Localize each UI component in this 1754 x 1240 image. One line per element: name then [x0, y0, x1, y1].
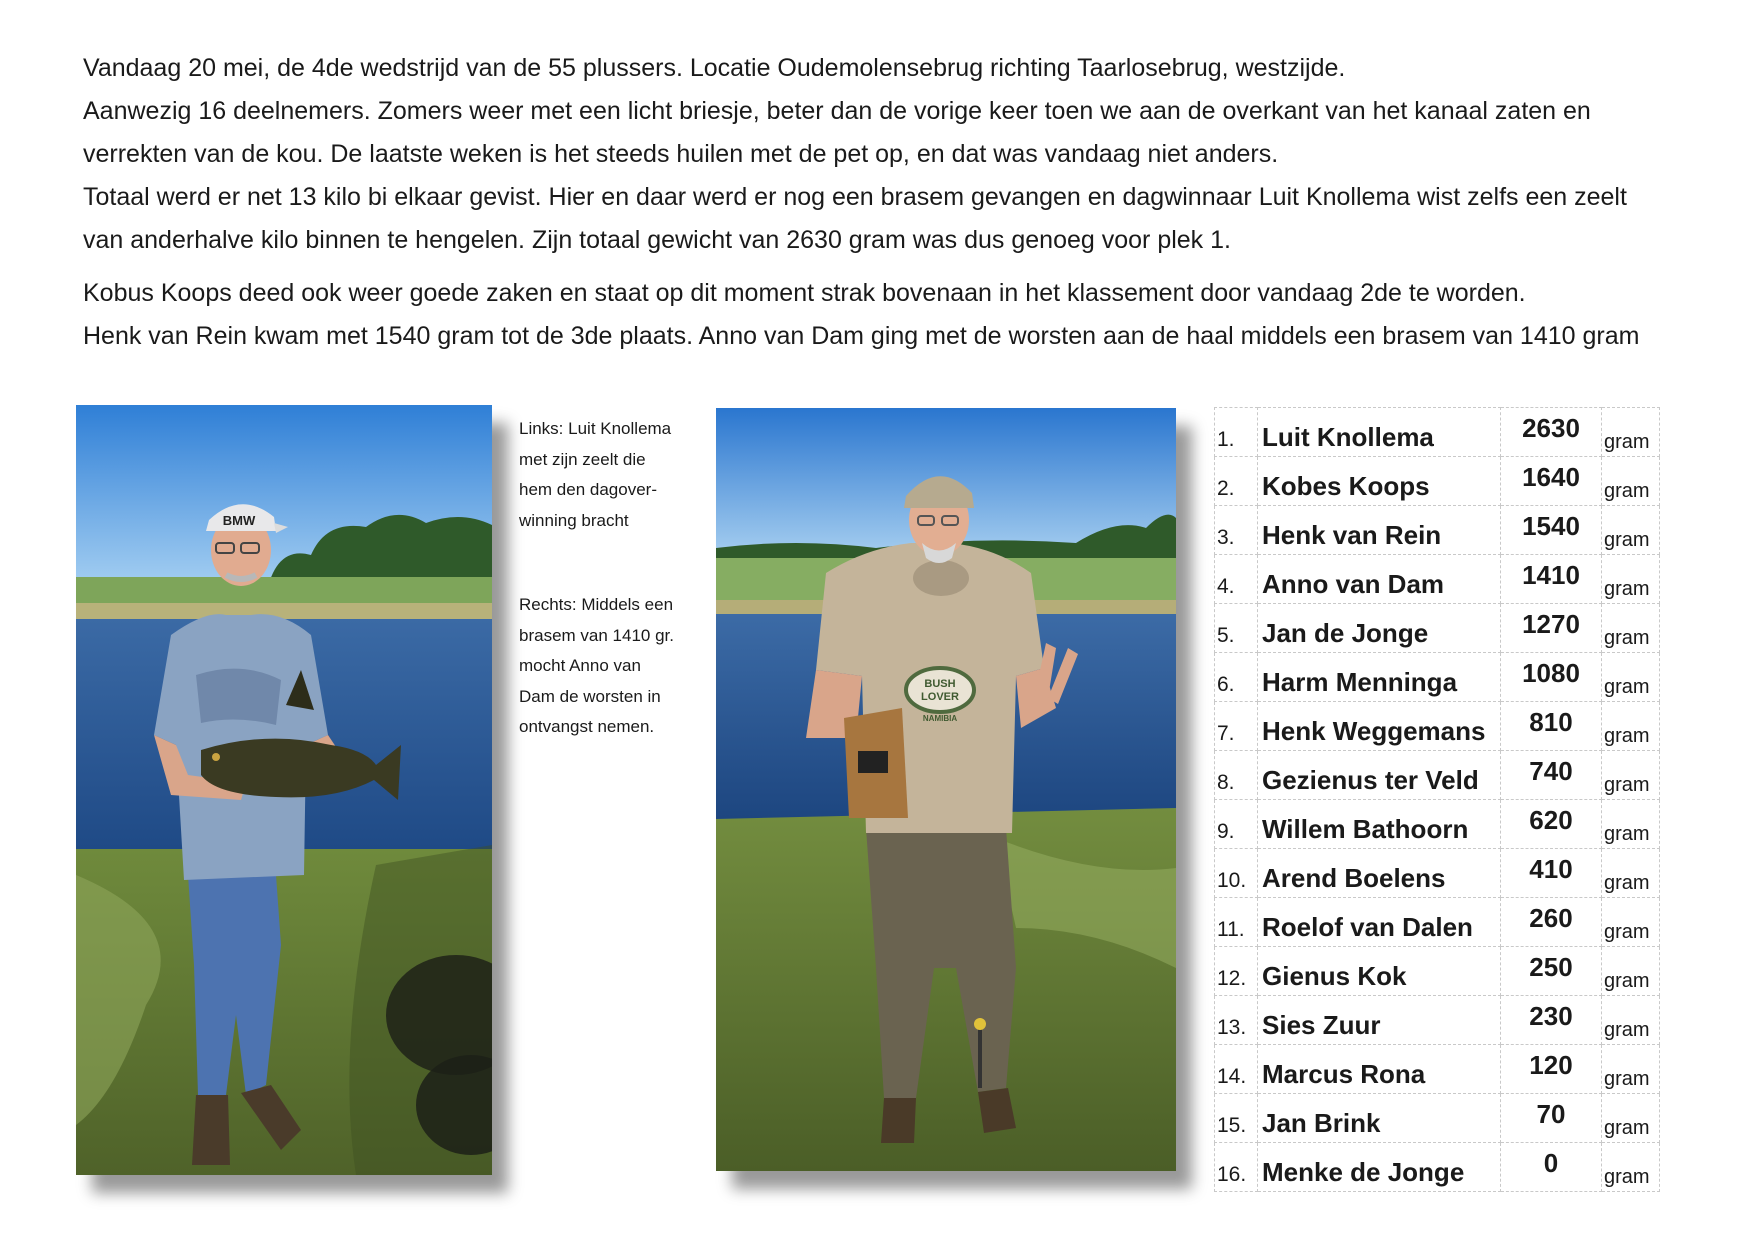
name-cell: Kobes Koops: [1258, 457, 1501, 506]
article-line: van anderhalve kilo binnen te hengelen. Zijn totaal gewicht van 2630 gram was dus genoeg voor plek 1.: [83, 226, 1231, 254]
rank-cell: 6.: [1215, 653, 1258, 702]
caption-right: [519, 590, 709, 743]
name-cell: Anno van Dam: [1258, 555, 1501, 604]
unit-cell: gram: [1602, 1094, 1660, 1143]
table-row: [1215, 1045, 1660, 1094]
photo-luit-knollema: [76, 405, 492, 1175]
weight-cell: 0: [1501, 1143, 1602, 1192]
caption-line: Dam de worsten in: [519, 686, 661, 706]
name-cell: Harm Menninga: [1258, 653, 1501, 702]
name-cell: Gienus Kok: [1258, 947, 1501, 996]
table-row: [1215, 653, 1660, 702]
shirt-logo-text: NAMIBIA: [922, 714, 958, 723]
weight-cell: 810: [1501, 702, 1602, 751]
name-cell: Menke de Jonge: [1258, 1143, 1501, 1192]
caption-line: Rechts: Middels een: [519, 595, 674, 614]
name-cell: Sies Zuur: [1258, 996, 1501, 1045]
article-line: Vandaag 20 mei, de 4de wedstrijd van de 55 plussers. Locatie Oudemolensebrug richting Taarlosebrug, westzijde.: [83, 54, 1346, 82]
table-row: [1215, 702, 1660, 751]
table-row: [1215, 947, 1660, 996]
shirt-logo-text: BUSH: [924, 678, 956, 690]
weight-cell: 250: [1501, 947, 1602, 996]
table-row: [1215, 996, 1660, 1045]
table-row: [1215, 457, 1660, 506]
name-cell: Gezienus ter Veld: [1258, 751, 1501, 800]
name-cell: Roelof van Dalen: [1258, 898, 1501, 947]
unit-cell: gram: [1602, 506, 1660, 555]
rank-cell: 7.: [1215, 702, 1258, 751]
article-line: Aanwezig 16 deelnemers. Zomers weer met een licht briesje, beter dan de vorige keer toen we aan de overkant van het kanaal zaten en: [83, 97, 1591, 125]
table-row: [1215, 751, 1660, 800]
article-text: [83, 47, 1748, 358]
unit-cell: gram: [1602, 898, 1660, 947]
article-line: Kobus Koops deed ook weer goede zaken en staat op dit moment strak bovenaan in het klassement door vandaag 2de te worden.: [83, 279, 1526, 307]
unit-cell: gram: [1602, 653, 1660, 702]
rank-cell: 10.: [1215, 849, 1258, 898]
rank-cell: 12.: [1215, 947, 1258, 996]
weight-cell: 1270: [1501, 604, 1602, 653]
caption-line: brasem van 1410 gr.: [519, 625, 674, 645]
unit-cell: gram: [1602, 1143, 1660, 1192]
caption-line: ontvangst nemen.: [519, 717, 655, 736]
rank-cell: 8.: [1215, 751, 1258, 800]
table-row: [1215, 1094, 1660, 1143]
weight-cell: 260: [1501, 898, 1602, 947]
unit-cell: gram: [1602, 947, 1660, 996]
weight-cell: 70: [1501, 1094, 1602, 1143]
name-cell: Luit Knollema: [1258, 408, 1501, 457]
rank-cell: 11.: [1215, 898, 1258, 947]
name-cell: Jan de Jonge: [1258, 604, 1501, 653]
name-cell: Marcus Rona: [1258, 1045, 1501, 1094]
table-row: [1215, 408, 1660, 457]
weight-cell: 410: [1501, 849, 1602, 898]
article-line: Henk van Rein kwam met 1540 gram tot de 3de plaats. Anno van Dam ging met de worsten aan de haal middels een brasem van 1410 gram: [83, 322, 1640, 350]
weight-cell: 1640: [1501, 457, 1602, 506]
caption-line: winning bracht: [519, 510, 629, 530]
name-cell: Arend Boelens: [1258, 849, 1501, 898]
caption-line: met zijn zeelt die: [519, 449, 646, 469]
weight-cell: 620: [1501, 800, 1602, 849]
unit-cell: gram: [1602, 702, 1660, 751]
name-cell: Henk van Rein: [1258, 506, 1501, 555]
rank-cell: 5.: [1215, 604, 1258, 653]
rank-cell: 14.: [1215, 1045, 1258, 1094]
rank-cell: 1.: [1215, 408, 1258, 457]
caption-line: hem den dagover-: [519, 480, 657, 499]
table-row: [1215, 604, 1660, 653]
rank-cell: 3.: [1215, 506, 1258, 555]
unit-cell: gram: [1602, 751, 1660, 800]
rank-cell: 15.: [1215, 1094, 1258, 1143]
table-row: [1215, 849, 1660, 898]
unit-cell: gram: [1602, 457, 1660, 506]
table-row: [1215, 898, 1660, 947]
shirt-logo-text: LOVER: [921, 691, 959, 703]
caption-line: mocht Anno van: [519, 656, 641, 675]
rank-cell: 9.: [1215, 800, 1258, 849]
weight-cell: 1080: [1501, 653, 1602, 702]
rank-cell: 16.: [1215, 1143, 1258, 1192]
table-row: [1215, 506, 1660, 555]
name-cell: Jan Brink: [1258, 1094, 1501, 1143]
weight-cell: 230: [1501, 996, 1602, 1045]
weight-cell: 120: [1501, 1045, 1602, 1094]
weight-cell: 740: [1501, 751, 1602, 800]
table-row: [1215, 800, 1660, 849]
caption-line: Links: Luit Knollema: [519, 419, 672, 438]
rank-cell: 2.: [1215, 457, 1258, 506]
standings-table: [1214, 407, 1660, 1192]
cap-logo-text: BMW: [222, 513, 256, 528]
unit-cell: gram: [1602, 800, 1660, 849]
weight-cell: 1410: [1501, 555, 1602, 604]
caption-left: [519, 414, 709, 536]
name-cell: Willem Bathoorn: [1258, 800, 1501, 849]
unit-cell: gram: [1602, 996, 1660, 1045]
unit-cell: gram: [1602, 555, 1660, 604]
rank-cell: 13.: [1215, 996, 1258, 1045]
table-row: [1215, 555, 1660, 604]
photo-anno-van-dam: [716, 408, 1176, 1171]
weight-cell: 2630: [1501, 408, 1602, 457]
unit-cell: gram: [1602, 849, 1660, 898]
name-cell: Henk Weggemans: [1258, 702, 1501, 751]
unit-cell: gram: [1602, 604, 1660, 653]
rank-cell: 4.: [1215, 555, 1258, 604]
unit-cell: gram: [1602, 408, 1660, 457]
article-line: Totaal werd er net 13 kilo bi elkaar gevist. Hier en daar werd er nog een brasem gevangen en dagwinnaar Luit Knollema wist zelfs een zeelt: [83, 183, 1627, 211]
weight-cell: 1540: [1501, 506, 1602, 555]
article-line: verrekten van de kou. De laatste weken is het steeds huilen met de pet op, en dat was vandaag niet anders.: [83, 140, 1279, 168]
unit-cell: gram: [1602, 1045, 1660, 1094]
table-row: [1215, 1143, 1660, 1192]
